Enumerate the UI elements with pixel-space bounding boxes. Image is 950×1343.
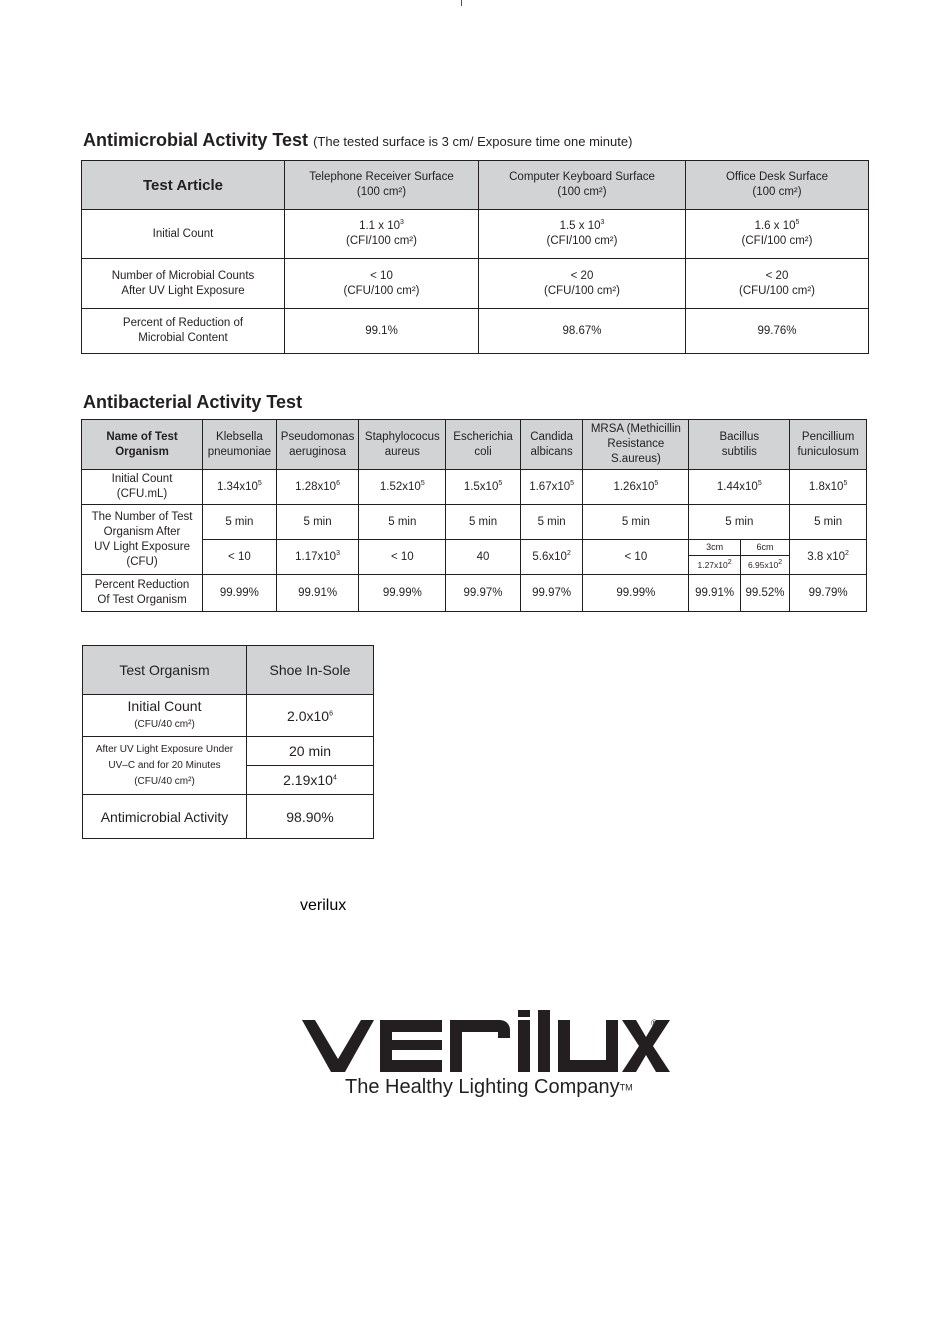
table-cell: $1.17x10^3$ [276, 540, 359, 575]
column-header: Pseudomonas aeruginosa [276, 420, 359, 470]
table-cell: 1.6 x $10^5$ (CFI/100 cm²) [686, 210, 869, 259]
table-cell: 99.91% [689, 575, 740, 612]
table-row [82, 505, 867, 540]
table-cell: $1.28x10^6$ [276, 470, 359, 505]
row-label: Initial Count [82, 210, 285, 259]
table-cell: 5 min [583, 505, 689, 540]
table-cell: < 10 [203, 540, 277, 575]
table-cell: 20 min [247, 737, 374, 766]
bacillus-subheader: 6cm [740, 540, 789, 556]
table-header-row [83, 646, 374, 695]
table-row [83, 795, 374, 839]
table-cell: $1.8x10^5$ [790, 470, 867, 505]
crop-mark [461, 0, 462, 6]
row-label: Antimicrobial Activity [83, 795, 247, 839]
column-header: MRSA (Methicillin Resistance S.aureus) [583, 420, 689, 470]
column-header: Staphylococus aureus [359, 420, 446, 470]
row-label: Initial Count (CFU/40 cm²) [83, 695, 247, 737]
registered-mark: ® [651, 1018, 658, 1028]
table-cell: $2.0x10^6$ [247, 695, 374, 737]
table-cell: 99.99% [359, 575, 446, 612]
row-label: The Number of Test Organism After UV Light Exposure (CFU) [82, 505, 203, 575]
column-header: Klebsella pneumoniae [203, 420, 277, 470]
table-row [82, 259, 869, 309]
table-cell: $1.34x10^5$ [203, 470, 277, 505]
shoe-insole-table [82, 645, 374, 839]
table-cell: < 10 [583, 540, 689, 575]
shoe-insole-header: Shoe In-Sole [247, 646, 374, 695]
table-cell: 98.67% [479, 309, 686, 354]
table-cell: 1.5 x $10^3$ (CFI/100 cm²) [479, 210, 686, 259]
table-row [83, 737, 374, 766]
table-cell: $1.44x10^5$ [689, 470, 790, 505]
logo-tagline: The Healthy Lighting CompanyTM [345, 1076, 633, 1098]
brand-name: verilux [300, 897, 347, 914]
row-label: After UV Light Exposure Under UV–C and for 20 Minutes (CFU/40 cm²) [83, 737, 247, 795]
table-cell: $1.5x10^5$ [446, 470, 521, 505]
table-cell: 40 [446, 540, 521, 575]
column-header: Pencillium funiculosum [790, 420, 867, 470]
bacillus-subheader: 3cm [689, 540, 740, 556]
table-header-row [82, 161, 869, 210]
test-organism-header: Test Organism [83, 646, 247, 695]
table-cell: 99.91% [276, 575, 359, 612]
table-row [82, 210, 869, 259]
table-cell: 98.90% [247, 795, 374, 839]
section1-title-text: Antimicrobial Activity Test [83, 130, 309, 150]
verilux-wordmark [302, 1010, 670, 1072]
table-cell: $2.19x10^4$ [247, 766, 374, 795]
table-header-row [82, 420, 867, 470]
table-cell: 5 min [520, 505, 583, 540]
table-cell: 1.1 x $10^3$ (CFI/100 cm²) [285, 210, 479, 259]
table-cell: $6.95x10^2$ [740, 556, 789, 575]
table-cell: 5 min [790, 505, 867, 540]
table-row [82, 309, 869, 354]
row-label: Percent Reduction Of Test Organism [82, 575, 203, 612]
table-cell: $1.67x10^5$ [520, 470, 583, 505]
column-header: Telephone Receiver Surface (100 cm²) [285, 161, 479, 210]
table-cell: 5 min [359, 505, 446, 540]
table-cell: $1.52x10^5$ [359, 470, 446, 505]
table-row [82, 470, 867, 505]
column-header: Computer Keyboard Surface (100 cm²) [479, 161, 686, 210]
antibacterial-table [81, 419, 867, 612]
table-cell: < 20 (CFU/100 cm²) [479, 259, 686, 309]
table-cell: $1.26x10^5$ [583, 470, 689, 505]
table-cell: $1.27x10^2$ [689, 556, 740, 575]
table-cell: 5 min [689, 505, 790, 540]
table-row [82, 575, 867, 612]
table-cell: < 20 (CFU/100 cm²) [686, 259, 869, 309]
row-label: Initial Count (CFU.mL) [82, 470, 203, 505]
antimicrobial-table [81, 160, 869, 354]
column-header: Office Desk Surface (100 cm²) [686, 161, 869, 210]
table-cell: 99.99% [583, 575, 689, 612]
section1-title [83, 130, 632, 151]
organism-header: Name of Test Organism [82, 420, 203, 470]
table-cell: 99.79% [790, 575, 867, 612]
table-cell: 5 min [276, 505, 359, 540]
table-cell: 99.97% [446, 575, 521, 612]
test-article-header: Test Article [82, 161, 285, 210]
section1-subtitle: (The tested surface is 3 cm/ Exposure time one minute) [313, 134, 633, 149]
table-cell: < 10 (CFU/100 cm²) [285, 259, 479, 309]
table-cell: 5 min [203, 505, 277, 540]
table-cell: 99.1% [285, 309, 479, 354]
table-cell: 99.99% [203, 575, 277, 612]
section2-title: Antibacterial Activity Test [83, 392, 303, 412]
column-header: Escherichia coli [446, 420, 521, 470]
row-label: Number of Microbial Counts After UV Light Exposure [82, 259, 285, 309]
table-cell: 99.52% [740, 575, 789, 612]
table-cell: < 10 [359, 540, 446, 575]
column-header: Candida albicans [520, 420, 583, 470]
row-label: Percent of Reduction of Microbial Content [82, 309, 285, 354]
table-cell: 3.8 $x10^2$ [790, 540, 867, 575]
column-header: Bacillus subtilis [689, 420, 790, 470]
table-cell: $5.6x10^2$ [520, 540, 583, 575]
table-cell: 5 min [446, 505, 521, 540]
table-row [83, 695, 374, 737]
table-cell: 99.76% [686, 309, 869, 354]
table-cell: 99.97% [520, 575, 583, 612]
